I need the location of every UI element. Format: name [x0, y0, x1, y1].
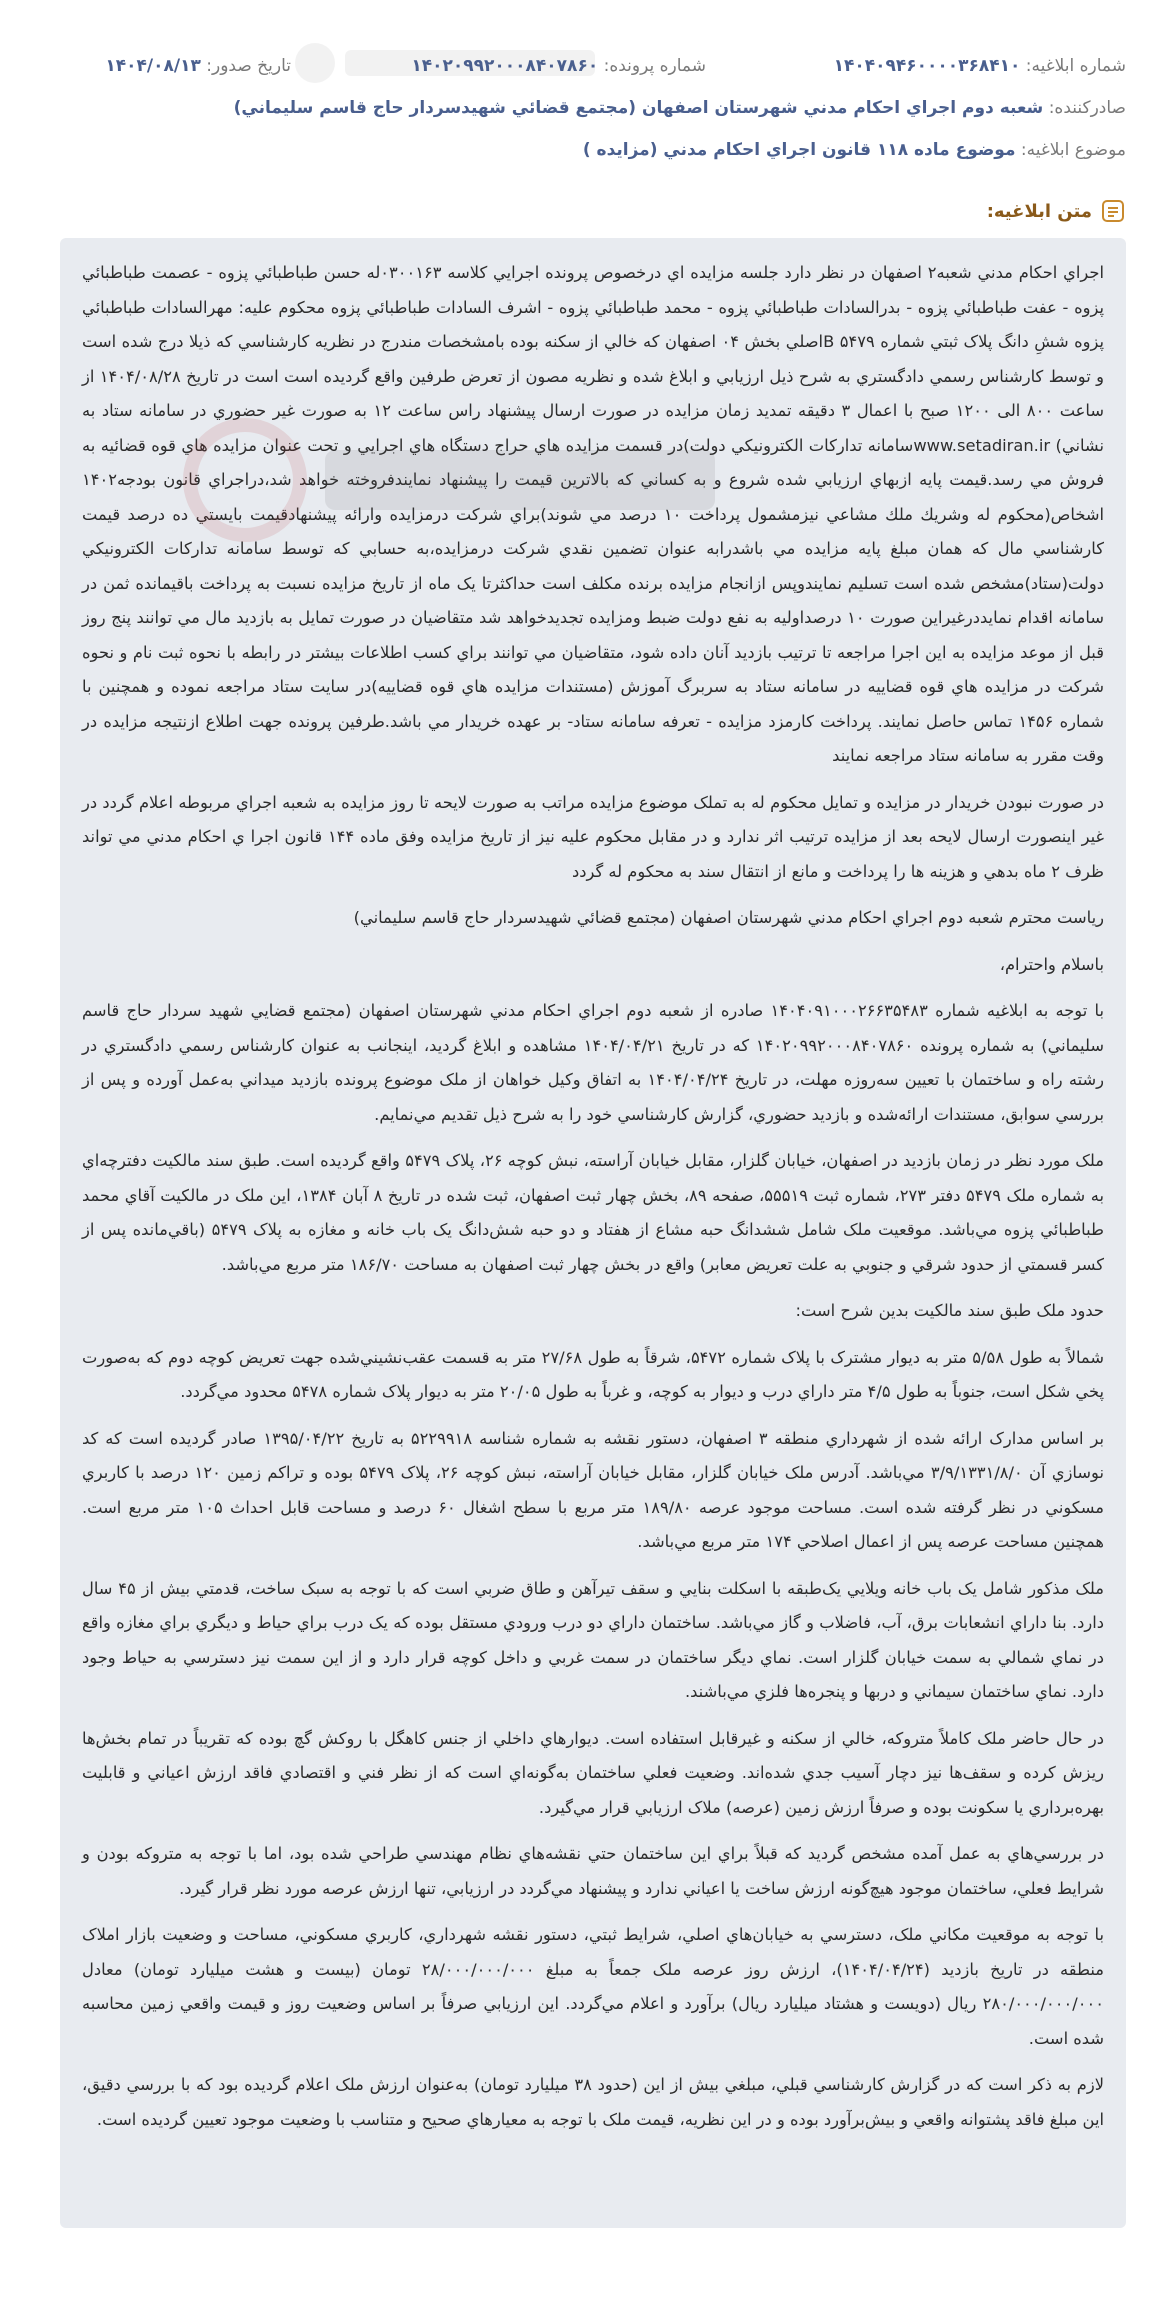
paragraph-13: با توجه به موقعيت مكاني ملک، دسترسي به خيابان‌هاي اصلي، شرايط ثبتي، دستور نقشه شهرداري، كاربري مسكوني، مساحت و وضعيت بازار املاک منطقه در تاريخ بازديد (۱۴۰۴/۰۴/۲۴)، ارزش روز عرصه ملک جمعاً به مبلغ ۲۸/۰۰۰/۰۰۰/۰۰۰ تومان (بيست و هشت ميليارد تومان) معادل ۲۸۰/۰۰۰/۰۰۰/۰۰۰ ريال (دويست و هشتاد ميليارد ريال) برآورد و اعلام مي‌گردد. اين ارزيابي صرفاً بر اساس وضعيت روز و قيمت واقعي زمين محاسبه شده است. — [82, 1925, 1105, 2048]
issuer-row: صادرکننده: شعبه دوم اجراي احكام مدني شهرستان اصفهان (مجتمع قضائي شهيدسردار حاج قاسم سليماني) — [233, 98, 1126, 118]
file-number: شماره پرونده: ۱۴۰۲۰۹۹۲۰۰۰۸۴۰۷۸۶۰ — [411, 56, 706, 76]
subject-value: موضوع ماده ۱۱۸ قانون اجراي احکام مدني (مزايده ) — [582, 140, 1016, 160]
document-text-icon — [1100, 198, 1126, 224]
paragraph-7: حدود ملک طبق سند مالكيت بدين شرح است: — [795, 1301, 1104, 1320]
section-title: متن ابلاغيه: — [986, 200, 1092, 222]
paragraph-10: ملک مذكور شامل يک باب خانه ويلايي يک‌طبقه با اسكلت بنايي و سقف تيرآهن و طاق ضربي است كه با توجه به سبک ساخت، قدمتي بيش از ۴۵ سال دارد. بنا داراي انشعابات برق، آب، فاضلاب و گاز مي‌باشد. ساختمان داراي دو درب ورودي مستقل بوده كه يک درب براي حياط و ديگري براي مغازه واقع در نماي شمالي به سمت خيابان گلزار است. نماي ديگر ساختمان در سمت غربي و داخل كوچه قرار دارد و از اين سمت نيز دسترسي به حياط وجود دارد. نماي ساختمان سيماني و دربها و پنجره‌ها فلزي مي‌باشند. — [82, 1578, 1104, 1701]
issue-date: تاريخ صدور: ۱۴۰۴/۰۸/۱۳ — [105, 56, 291, 76]
paragraph-14: لازم به ذكر است كه در گزارش كارشناسي قبلي، مبلغي بيش از اين (حدود ۳۸ ميليارد تومان) به‌عنوان ارزش ملک اعلام گرديده بود كه با بررسي دقيق، اين مبلغ فاقد پشتوانه واقعي و بيش‌برآورد بوده و در اين نظريه، قيمت ملک با توجه به معيارهاي صحيح و متناسب با وضعيت موجود تعيين گرديده است. — [82, 2075, 1104, 2129]
section-header — [987, 198, 1126, 224]
meta-row-numbers — [48, 56, 1126, 76]
issuer-value: شعبه دوم اجراي احكام مدني شهرستان اصفهان (مجتمع قضائي شهيدسردار حاج قاسم سليماني) — [233, 98, 1044, 118]
notice-number-value: ۱۴۰۴۰۹۴۶۰۰۰۰۳۶۸۴۱۰ — [833, 56, 1021, 76]
subject-row: موضوع ابلاغيه: موضوع ماده ۱۱۸ قانون اجراي احکام مدني (مزايده ) — [582, 140, 1126, 160]
file-number-value: ۱۴۰۲۰۹۹۲۰۰۰۸۴۰۷۸۶۰ — [411, 56, 599, 76]
paragraph-5: با توجه به ابلاغيه شماره ۱۴۰۴۰۹۱۰۰۰۲۶۶۳۵۴۸۳ صادره از شعبه دوم اجراي احكام مدني شهرستان اصفهان (مجتمع قضايي شهيد سردار حاج قاسم سليماني) به شماره پرونده ۱۴۰۲۰۹۹۲۰۰۰۸۴۰۷۸۶۰ كه در تاريخ ۱۴۰۴/۰۴/۲۱ مشاهده و ابلاغ گرديد، اينجانب به عنوان كارشناس رسمي دادگستري در رشته راه و ساختمان با تعيين سه‌روزه مهلت، در تاريخ ۱۴۰۴/۰۴/۲۴ به اتفاق وكيل خواهان از ملک موضوع پرونده بازديد ميداني به‌عمل آورده و پس از بررسي سوابق، مستندات ارائه‌شده و بازديد حضوري، گزارش كارشناسي خود را به شرح ذيل تقديم مي‌نمايم. — [82, 1001, 1104, 1124]
paragraph-12: در بررسي‌هاي به عمل آمده مشخص گرديد كه قبلاً براي اين ساختمان حتي نقشه‌هاي نظام مهندسي طراحي شده بود، اما با توجه به متروكه بودن و شرايط فعلي، ساختمان موجود هيچ‌گونه ارزش ساخت يا اعياني ندارد و پيشنهاد مي‌گردد در ارزيابي، تنها ارزش عرصه مورد نظر قرار گيرد. — [82, 1844, 1104, 1898]
paragraph-6: ملک مورد نظر در زمان بازديد در اصفهان، خيابان گلزار، مقابل خيابان آراسته، نبش كوچه ۲۶، پلاک ۵۴۷۹ واقع گرديده است. طبق سند مالكيت دفترچه‌اي به شماره ملک ۵۴۷۹ دفتر ۲۷۳، شماره ثبت ۵۵۵۱۹، صفحه ۸۹، بخش چهار ثبت اصفهان، ثبت شده در تاريخ ۸ آبان ۱۳۸۴، اين ملک در مالكيت آقاي محمد طباطبائي پزوه مي‌باشد. موقعيت ملک شامل ششدانگ حبه مشاع از هفتاد و دو حبه شش‌دانگ يک باب خانه و مغازه به پلاک ۵۴۷۹ (باقي‌مانده پس از كسر قسمتي از حدود شرقي و جنوبي به علت تعريض معابر) واقع در بخش چهار ثبت اصفهان به مساحت ۱۸۶/۷۰ متر مربع مي‌باشد. — [82, 1151, 1104, 1274]
notice-number: شماره ابلاغيه: ۱۴۰۴۰۹۴۶۰۰۰۰۳۶۸۴۱۰ — [833, 56, 1126, 76]
paragraph-11: در حال حاضر ملک كاملاً متروكه، خالي از سكنه و غيرقابل استفاده است. ديوارهاي داخلي از جنس كاهگل با روكش گچ بوده كه تقريباً در تمام بخش‌ها ريزش كرده و سقف‌ها نيز دچار آسيب جدي شده‌اند. وضعيت فعلي ساختمان به‌گونه‌اي است كه از نظر فني و اقتصادي فاقد ارزش اعياني و قابليت بهره‌برداري يا سكونت بوده و صرفاً ارزش زمين (عرصه) ملاک ارزيابي قرار مي‌گيرد. — [82, 1728, 1104, 1817]
notice-body — [60, 238, 1126, 2228]
paragraph-8: شمالاً به طول ۵/۵۸ متر به ديوار مشترک با پلاک شماره ۵۴۷۲، شرقاً به طول ۲۷/۶۸ متر به قسمت عقب‌نشيني‌شده جهت تعريض كوچه دوم كه به‌صورت پخي شكل است، جنوباً به طول ۴/۵ متر داراي درب و ديوار به كوچه، و غرباً به طول ۲۰/۰۵ متر به ديوار پلاک شماره ۵۴۷۸ محدود مي‌گردد. — [82, 1347, 1104, 1401]
paragraph-1: اجراي احكام مدني شعبه۲ اصفهان در نظر دارد جلسه مزايده اي درخصوص پرونده اجرايي كلاسه ۰۳۰۰۱۶۳له حسن طباطبائي پزوه - عصمت طباطبائي پزوه - عفت طباطبائي پزوه - بدرالسادات طباطبائي پزوه - محمد طباطبائي پزوه - اشرف السادات طباطبائي پزوه محكوم عليه: مهرالسادات طباطبائي پزوه ششِ دانگ پلاک ثبتي شماره ۵۴۷۹ Bاصلي بخش ۰۴ اصفهان كه خالي از سكنه بوده بامشخصات مندرج در نظريه كارشناسي كه ذيلا درج شده است و توسط كارشناس رسمي دادگستري به شرح ذيل ارزيابي و ابلاغ شده و نظريه مصون از تعرض طرفين واقع گرديده است است در تاريخ ۱۴۰۴/۰۸/۲۸ از ساعت ۸۰۰ الی ۱۲۰۰ صبح با اعمال ۳ دقيقه تمديد زمان مزايده در صورت ارسال پيشنهاد راس ساعت ۱۲ به صورت غير حضوري در سامانه ستاد به نشاني) www.setadiran.irسامانه تداركات الكترونيكي دولت)در قسمت مزايده هاي حراج دستگاه هاي اجرايي و تحت عنوان مزايده هاي قوه قضائيه به فروش مي رسد.قيمت پايه ازبهاي ارزيابي شده شروع و به كساني كه بالاترين قيمت را پيشنهاد نمايندفروخته خواهد شد،دراجراي قانون بودجه۱۴۰۲ اشخاص(محكوم له وشريك ملك مشاعي نيزمشمول پرداخت ۱۰ درصد مي شوند)براي شركت درمزايده وارائه پيشنهادقيمت بايستي ده درصد قيمت كارشناسي مال كه همان مبلغ پايه مزايده مي باشدرابه عنوان تضمين نقدي شركت درمزايده،به حسابي كه توسط سامانه تداركات الكترونيكي دولت(ستاد)مشخص شده است تسليم نمايندوپس ازانجام مزايده برنده مكلف است حداكثرتا يک ماه از تاريخ مزايده نسبت به پرداخت باقيمانده ثمن در سامانه اقدام نمايددرغيراين صورت ۱۰ درصداوليه به نفع دولت ضبط ومزايده تجديدخواهد شد متقاضيان در صورت تمايل به بازديد مال مي توانند پنج روز قبل از موعد مزايده به اين اجرا مراجعه تا ترتيب بازديد آنان داده شود، متقاضيان مي توانند براي كسب اطلاعات بيشتر در رابطه با نحوه ثبت نام و نحوه شركت در مزايده هاي قوه قضاييه در سامانه ستاد به سربرگ آموزش (مستندات مزايده هاي قوه قضاييه)در سايت ستاد مراجعه نموده و همچنين با شماره ۱۴۵۶ تماس حاصل نمايند. پرداخت كارمزد مزايده - تعرفه سامانه ستاد- بر عهده خريدار مي باشد.طرفين پرونده جهت اطلاع ازنتيجه مزايده در وقت مقرر به سامانه ستاد مراجعه نمايند — [82, 263, 1105, 765]
issue-date-value: ۱۴۰۴/۰۸/۱۳ — [105, 56, 201, 76]
paragraph-9: بر اساس مدارک ارائه شده از شهرداري منطقه ۳ اصفهان، دستور نقشه به شماره شناسه ۵۲۲۹۹۱۸ به تاريخ ۱۳۹۵/۰۴/۲۲ صادر گرديده است كه كد نوسازي آن ۳/۹/۱۳۳۱/۸/۰ مي‌باشد. آدرس ملک خيابان گلزار، مقابل خيابان آراسته، نبش كوچه ۲۶، پلاک ۵۴۷۹ بوده و تراكم زمين ۱۲۰ درصد با كاربري مسكوني در نظر گرفته شده است. مساحت موجود عرصه ۱۸۹/۸۰ متر مربع با سطح اشغال ۶۰ درصد و مساحت قابل احداث ۱۰۵ متر مربع است. همچنين مساحت عرصه پس از اعمال اصلاحي ۱۷۴ متر مربع مي‌باشد. — [82, 1428, 1104, 1551]
paragraph-3: رياست محترم شعبه دوم اجراي احكام مدني شهرستان اصفهان (مجتمع قضائي شهيدسردار حاج قاسم سليماني) — [353, 908, 1104, 927]
paragraph-2: در صورت نبودن خريدار در مزايده و تمايل محكوم له به تملک موضوع مزايده مراتب به صورت لايحه تا روز مزايده به شعبه اجراي مربوطه اعلام گردد در غير اينصورت ارسال لايحه بعد از مزايده ترتيب اثر ندارد و در مقابل محكوم عليه نيز از تاريخ مزايده وفق ماده ۱۴۴ قانون اجرا ي احكام مدني مي تواند ظرف ۲ ماه بدهي و هزينه ها را پرداخت و مانع از انتقال سند به محكوم له گردد — [82, 792, 1104, 881]
paragraph-4: باسلام واحترام، — [999, 954, 1104, 974]
